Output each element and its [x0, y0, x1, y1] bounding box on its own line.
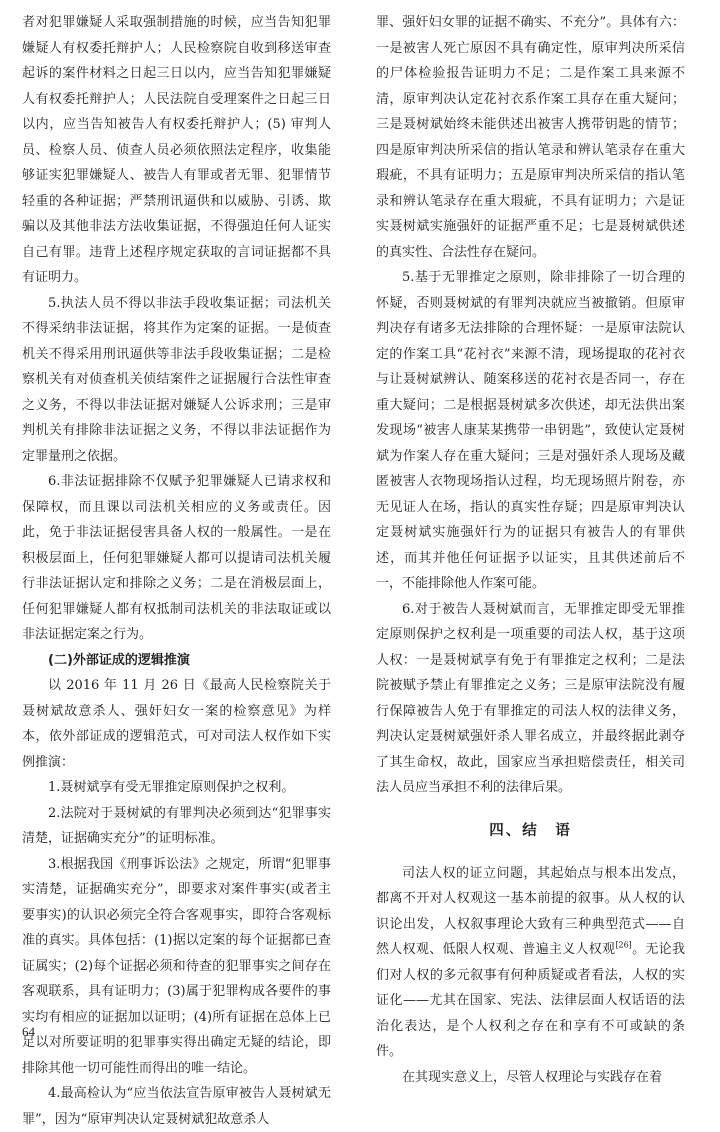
right-column	[376, 10, 685, 1090]
paragraph: 1.聂树斌享有受无罪推定原则保护之权利。	[48, 780, 295, 795]
paragraph: 4.最高检认为“应当依法宣告原审被告人聂树斌无罪”，因为“原审判决认定聂树斌犯故意杀人	[22, 1086, 331, 1127]
paragraph: 以 2016 年 11 月 26 日《最高人民检察院关于聂树斌故意杀人、强奸妇女一案的检察意见》为样本，依外部证成的逻辑范式，可对司法人权作如下实例推演：	[22, 678, 331, 770]
paragraph: 在其现实意义上，尽管人权理论与实践存在着	[402, 1069, 663, 1085]
paragraph: 3.根据我国《刑事诉讼法》之规定，所谓“犯罪事实清楚，证据确实充分”，即要求对案件事实(或者主要事实)的认识必须完全符合客观事实，即符合客观标准的真实。具体包括：(1)据以定案的每个证据都已查证属实；(2)每个证据必须和待查的犯罪事实之间存在客观联系，具有证明力；(3)属于犯罪构成各要件的事实均有相应的证据加以证明；(4)所有证据在总体上已足以对所要证明的犯罪事实得出确定无疑的结论，即排除其他一切可能性而得出的唯一结论。	[22, 856, 331, 1076]
page-number: 64	[22, 1024, 35, 1039]
paragraph-text: 。无论我们对人权的多元叙事有何种质疑或者看法，人权的实证化——尤其在国家、宪法、法律层面人权话语的法治化表达，是个人权利之存在和享有不可或缺的条件。	[376, 942, 685, 1059]
paragraph-text: 司法人权的证立问题，其起始点与根本出发点，都离不开对人权观这一基本前提的叙事。从人权的认识论出发，人权叙事理论大致有三种典型范式——自然人权观、低限人权观、普遍主义人权观	[376, 865, 685, 957]
paragraph: 6.非法证据排除不仅赋予犯罪嫌疑人已请求权和保障权，而且课以司法机关相应的义务或责任。因此，免于非法证据侵害具备人权的一般属性。一是在积极层面上，任何犯罪嫌疑人都可以提请司法机关履行非法证据认定和排除之义务；二是在消极层面上，任何犯罪嫌疑人都有权抵制司法机关的非法取证或以非法证据定案之行为。	[22, 474, 331, 642]
citation-mark: [26]	[615, 940, 632, 950]
paragraph-continued: 者对犯罪嫌疑人采取强制措施的时候，应当告知犯罪嫌疑人有权委托辩护人；人民检察院自收到移送审查起诉的案件材料之日起三日以内，应当告知犯罪嫌疑人有权委托辩护人；人民法院自受理案件之日起三日以内，应当告知被告人有权委托辩护人；(5) 审判人员、检察人员、侦查人员必须依照法定程序，收集能够证实犯罪嫌疑人、被告人有罪或者无罪、犯罪情节轻重的各种证据；严禁刑讯逼供和以威胁、引诱、欺骗以及其他非法方法收集证据，不得强迫任何人证实自己有罪。违背上述程序规定获取的言词证据都不具有证明力。	[22, 15, 331, 285]
paragraph: 5.基于无罪推定之原则，除非排除了一切合理的怀疑，否则聂树斌的有罪判决就应当被撤销。但原审判决存有诸多无法排除的合理怀疑：一是原审法院认定的作案工具“花衬衣”来源不清，现场提取的花衬衣与让聂树斌辨认、随案移送的花衬衣是否同一，存在重大疑问；二是根据聂树斌多次供述，却无法供出案发现场“被害人康某某携带一串钥匙”，致使认定聂树斌为作案人存在重大疑问；三是对强奸杀人现场及藏匿被害人衣物现场指认过程，均无现场照片附卷，亦无见证人在场，指认的真实性存疑；四是原审判决认定聂树斌实施强奸行为的证据只有被告人的有罪供述，而其并他任何证据予以证实，且其供述前后不一，不能排除他人作案可能。	[376, 270, 685, 591]
section-title: 四、结 语	[489, 822, 572, 839]
paragraph	[376, 861, 685, 1065]
paragraph: 5.执法人员不得以非法手段收集证据；司法机关不得采纳非法证据，将其作为定案的证据。一是侦查机关不得采用刑讯逼供等非法手段收集证据；二是检察机关有对侦查机关侦结案件之证据履行合法性审查之义务，不得以非法证据对嫌疑人公诉求刑；三是审判机关有排除非法证据之义务，不得以非法证据作为定罪量刑之依据。	[22, 295, 331, 464]
paragraph: 6.对于被告人聂树斌而言，无罪推定即受无罪推定原则保护之权利是一项重要的司法人权，基于这项人权：一是聂树斌享有免于有罪推定之权利；二是法院被赋予禁止有罪推定之义务；三是原审法院没有履行保障被告人免于有罪推定的司法人权的法律义务，判决认定聂树斌强奸杀人罪名成立，并最终据此剥夺了其生命权，故此，国家应当承担赔偿责任，相关司法人员应当承担不利的法律后果。	[376, 601, 685, 795]
left-column	[22, 10, 331, 1132]
subsection-heading: (二)外部证成的逻辑推演	[48, 652, 190, 668]
paragraph: 2.法院对于聂树斌的有罪判决必须到达“犯罪事实清楚，证据确实充分”的证明标准。	[22, 805, 331, 846]
paragraph-continued: 罪、强奸妇女罪的证据不确实、不充分”。具体有六：一是被害人死亡原因不具有确定性，原审判决所采信的尸体检验报告证明力不足；二是作案工具来源不清，原审判决认定花衬衣系作案工具存在重大疑问；三是聂树斌始终未能供述出被害人携带钥匙的情节；四是原审判决所采信的指认笔录和辨认笔录存在重大瑕疵，不具有证明力；五是原审判决所采信的指认笔录和辨认笔录存在重大瑕疵，不具有证明力；六是证实聂树斌实施强奸的证据严重不足；七是聂树斌供述的真实性、合法性存在疑问。	[376, 15, 685, 260]
